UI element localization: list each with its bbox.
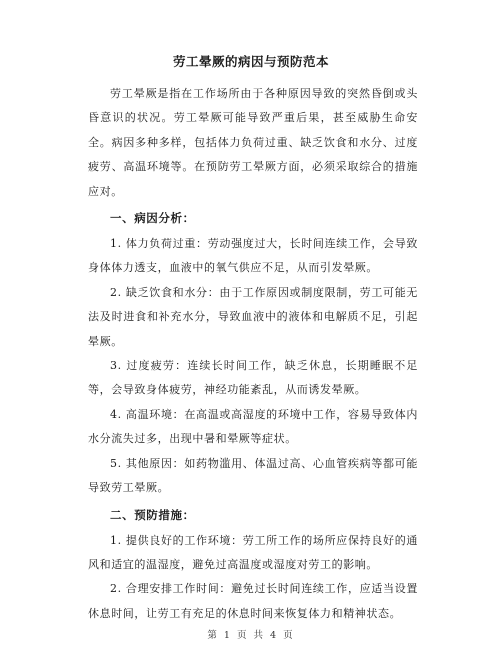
cause-item: 2. 缺乏饮食和水分：由于工作原因或制度限制，劳工可能无法及时进食和补充水分，导致血液中的液体和电解质不足，引起晕厥。: [88, 285, 418, 348]
page-number-footer: 第 1 页 共 4 页: [207, 630, 295, 641]
prevention-item: 2. 合理安排工作时间：避免过长时间连续工作，应适当设置休息时间，让劳工有充足的休息时间来恢复体力和精神状态。: [88, 582, 418, 620]
document-body: [88, 82, 418, 626]
cause-item: 5. 其他原因：如药物滥用、体温过高、心血管疾病等都可能导致劳工晕厥。: [88, 456, 418, 495]
cause-item: 3. 过度疲劳：连续长时间工作，缺乏休息，长期睡眠不足等，会导致身体疲劳，神经功能紊乱，从而诱发晕厥。: [88, 359, 418, 397]
cause-item: 4. 高温环境：在高温或高湿度的环境中工作，容易导致体内水分流失过多，出现中暑和晕厥等症状。: [88, 407, 418, 446]
section-heading-causes: 一、病因分析：: [110, 211, 195, 226]
intro-paragraph: 劳工晕厥是指在工作场所由于各种原因导致的突然昏倒或头昏意识的状况。劳工晕厥可能导致严重后果，甚至威胁生命安全。病因多种多样，包括体力负荷过重、缺乏饮食和水分、过度疲劳、高温环境等。在预防劳工晕厥方面，必须采取综合的措施应对。: [88, 87, 418, 198]
cause-item: 1. 体力负荷过重：劳动强度过大，长时间连续工作，会导致身体体力透支，血液中的氧气供应不足，从而引发晕厥。: [88, 237, 418, 275]
section-heading-prevention: 二、预防措施：: [110, 507, 195, 522]
prevention-item: 1. 提供良好的工作环境：劳工所工作的场所应保持良好的通风和适宜的温湿度，避免过高温度或湿度对劳工的影响。: [88, 533, 418, 571]
document-title: 劳工晕厥的病因与预防范本: [172, 54, 329, 69]
